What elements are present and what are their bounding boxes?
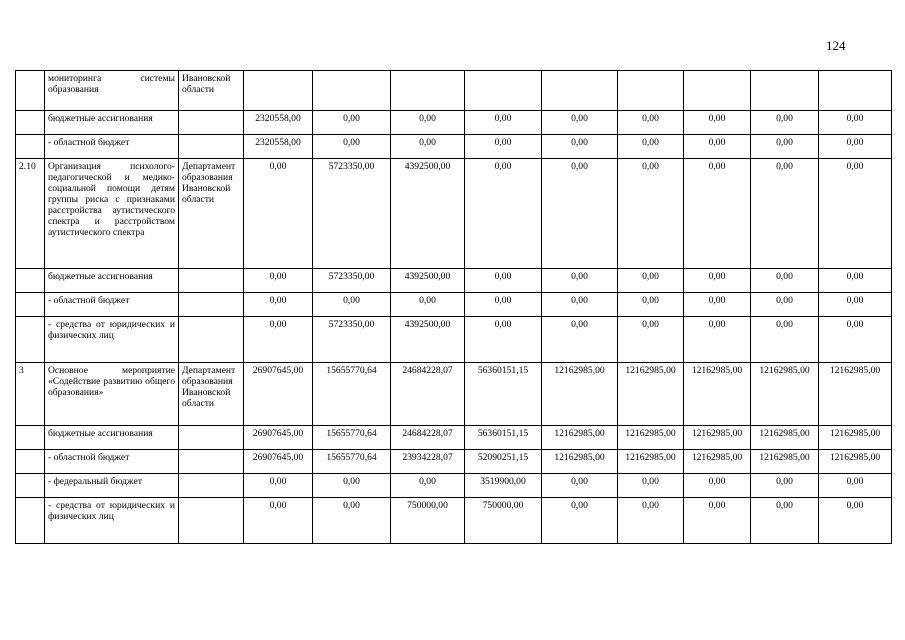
value-cell: 0,00 (244, 293, 313, 317)
value-cell: 15655770,64 (313, 450, 391, 474)
row-executor: Департамент образования Ивановской области (179, 363, 244, 426)
value-cell: 52090251,15 (465, 450, 542, 474)
value-cell: 12162985,00 (542, 450, 618, 474)
value-cell: 0,00 (751, 474, 819, 498)
row-executor: Департамент образования Ивановской области (179, 159, 244, 269)
value-cell (751, 71, 819, 111)
value-cell (819, 71, 892, 111)
value-cell: 0,00 (618, 135, 684, 159)
row-name: бюджетные ассигнования (45, 426, 179, 450)
value-cell: 0,00 (391, 293, 465, 317)
value-cell: 12162985,00 (819, 450, 892, 474)
value-cell: 0,00 (618, 159, 684, 269)
row-name: бюджетные ассигнования (45, 269, 179, 293)
value-cell: 0,00 (313, 293, 391, 317)
table-row (16, 426, 892, 450)
value-cell: 2320558,00 (244, 111, 313, 135)
row-name: - средства от юридических и физических лиц (45, 498, 179, 544)
value-cell: 5723350,00 (313, 317, 391, 363)
value-cell: 56360151,15 (465, 363, 542, 426)
value-cell: 0,00 (819, 159, 892, 269)
value-cell: 0,00 (684, 474, 751, 498)
table-row (16, 269, 892, 293)
value-cell: 12162985,00 (751, 426, 819, 450)
table-row (16, 135, 892, 159)
row-index (16, 135, 45, 159)
row-executor (179, 474, 244, 498)
value-cell: 0,00 (313, 498, 391, 544)
value-cell: 0,00 (542, 317, 618, 363)
value-cell: 0,00 (244, 317, 313, 363)
value-cell (313, 71, 391, 111)
table-row (16, 293, 892, 317)
value-cell: 12162985,00 (819, 363, 892, 426)
value-cell: 0,00 (819, 498, 892, 544)
value-cell: 0,00 (244, 269, 313, 293)
value-cell: 0,00 (819, 317, 892, 363)
value-cell: 12162985,00 (542, 426, 618, 450)
value-cell: 24684228,07 (391, 363, 465, 426)
table-row (16, 317, 892, 363)
value-cell: 12162985,00 (684, 426, 751, 450)
row-index (16, 317, 45, 363)
value-cell: 5723350,00 (313, 159, 391, 269)
value-cell: 0,00 (542, 111, 618, 135)
value-cell: 0,00 (684, 317, 751, 363)
value-cell: 26907645,00 (244, 450, 313, 474)
value-cell: 12162985,00 (751, 450, 819, 474)
row-name: бюджетные ассигнования (45, 111, 179, 135)
value-cell: 0,00 (684, 498, 751, 544)
value-cell: 0,00 (542, 474, 618, 498)
budget-table (15, 70, 892, 544)
table-row (16, 111, 892, 135)
table-row (16, 474, 892, 498)
value-cell: 0,00 (465, 111, 542, 135)
value-cell: 26907645,00 (244, 426, 313, 450)
value-cell: 0,00 (751, 111, 819, 135)
value-cell: 0,00 (391, 135, 465, 159)
value-cell: 0,00 (684, 293, 751, 317)
value-cell: 0,00 (391, 111, 465, 135)
value-cell: 0,00 (391, 474, 465, 498)
value-cell: 0,00 (751, 293, 819, 317)
value-cell: 0,00 (542, 498, 618, 544)
value-cell: 0,00 (542, 159, 618, 269)
row-index (16, 71, 45, 111)
value-cell: 0,00 (542, 135, 618, 159)
value-cell: 0,00 (751, 135, 819, 159)
row-executor (179, 293, 244, 317)
value-cell: 0,00 (618, 474, 684, 498)
row-executor (179, 450, 244, 474)
value-cell (542, 71, 618, 111)
row-name: мониторинга системы образования (45, 71, 179, 111)
table-row (16, 450, 892, 474)
value-cell: 0,00 (244, 498, 313, 544)
row-executor (179, 498, 244, 544)
value-cell (684, 71, 751, 111)
value-cell: 0,00 (618, 293, 684, 317)
row-index (16, 111, 45, 135)
value-cell: 0,00 (684, 269, 751, 293)
value-cell: 0,00 (819, 135, 892, 159)
row-executor (179, 426, 244, 450)
row-name: - средства от юридических и физических лиц (45, 317, 179, 363)
value-cell: 23934228,07 (391, 450, 465, 474)
value-cell: 0,00 (244, 474, 313, 498)
table-row (16, 363, 892, 426)
value-cell: 0,00 (618, 111, 684, 135)
value-cell: 12162985,00 (618, 450, 684, 474)
value-cell: 12162985,00 (618, 426, 684, 450)
value-cell: 0,00 (618, 317, 684, 363)
table-row (16, 159, 892, 269)
value-cell: 0,00 (313, 474, 391, 498)
value-cell: 0,00 (465, 135, 542, 159)
value-cell: 0,00 (684, 135, 751, 159)
value-cell: 0,00 (313, 135, 391, 159)
row-index (16, 269, 45, 293)
value-cell: 0,00 (542, 293, 618, 317)
value-cell: 0,00 (751, 269, 819, 293)
value-cell: 0,00 (751, 317, 819, 363)
value-cell: 12162985,00 (819, 426, 892, 450)
row-index (16, 498, 45, 544)
row-index: 2.10 (16, 159, 45, 269)
value-cell: 12162985,00 (618, 363, 684, 426)
value-cell: 0,00 (465, 269, 542, 293)
row-index (16, 293, 45, 317)
table-row (16, 498, 892, 544)
value-cell: 26907645,00 (244, 363, 313, 426)
table-row (16, 71, 892, 111)
value-cell: 12162985,00 (684, 450, 751, 474)
value-cell: 5723350,00 (313, 269, 391, 293)
row-name: - федеральный бюджет (45, 474, 179, 498)
value-cell: 0,00 (244, 159, 313, 269)
page-number: 124 (826, 38, 846, 53)
value-cell: 12162985,00 (542, 363, 618, 426)
value-cell: 0,00 (618, 498, 684, 544)
value-cell: 2320558,00 (244, 135, 313, 159)
row-executor (179, 111, 244, 135)
row-index (16, 450, 45, 474)
value-cell: 4392500,00 (391, 269, 465, 293)
row-name: - областной бюджет (45, 293, 179, 317)
value-cell: 12162985,00 (684, 363, 751, 426)
row-index (16, 474, 45, 498)
value-cell: 0,00 (684, 111, 751, 135)
row-name: - областной бюджет (45, 450, 179, 474)
value-cell: 0,00 (684, 159, 751, 269)
value-cell: 3519900,00 (465, 474, 542, 498)
row-executor (179, 269, 244, 293)
value-cell: 0,00 (819, 474, 892, 498)
value-cell: 0,00 (465, 159, 542, 269)
value-cell: 750000,00 (391, 498, 465, 544)
row-executor (179, 317, 244, 363)
value-cell: 0,00 (465, 293, 542, 317)
value-cell: 4392500,00 (391, 317, 465, 363)
row-name: Основное мероприятие «Содействие развитию общего образования» (45, 363, 179, 426)
row-name: - областной бюджет (45, 135, 179, 159)
value-cell: 24684228,07 (391, 426, 465, 450)
value-cell: 0,00 (751, 498, 819, 544)
value-cell (244, 71, 313, 111)
value-cell: 4392500,00 (391, 159, 465, 269)
value-cell: 0,00 (819, 269, 892, 293)
value-cell: 0,00 (819, 111, 892, 135)
value-cell (465, 71, 542, 111)
row-executor (179, 135, 244, 159)
row-executor: Ивановской области (179, 71, 244, 111)
row-name: Организация психолого-педагогической и медико-социальной помощи детям группы риска с признаками расстройства аутистического спектра и расстройством аутистического спектра (45, 159, 179, 269)
value-cell (618, 71, 684, 111)
value-cell: 0,00 (465, 317, 542, 363)
value-cell: 0,00 (618, 269, 684, 293)
value-cell: 0,00 (542, 269, 618, 293)
row-index: 3 (16, 363, 45, 426)
row-index (16, 426, 45, 450)
value-cell: 0,00 (313, 111, 391, 135)
value-cell (391, 71, 465, 111)
value-cell: 15655770,64 (313, 426, 391, 450)
value-cell: 0,00 (819, 293, 892, 317)
value-cell: 0,00 (751, 159, 819, 269)
value-cell: 750000,00 (465, 498, 542, 544)
value-cell: 56360151,15 (465, 426, 542, 450)
value-cell: 15655770,64 (313, 363, 391, 426)
value-cell: 12162985,00 (751, 363, 819, 426)
